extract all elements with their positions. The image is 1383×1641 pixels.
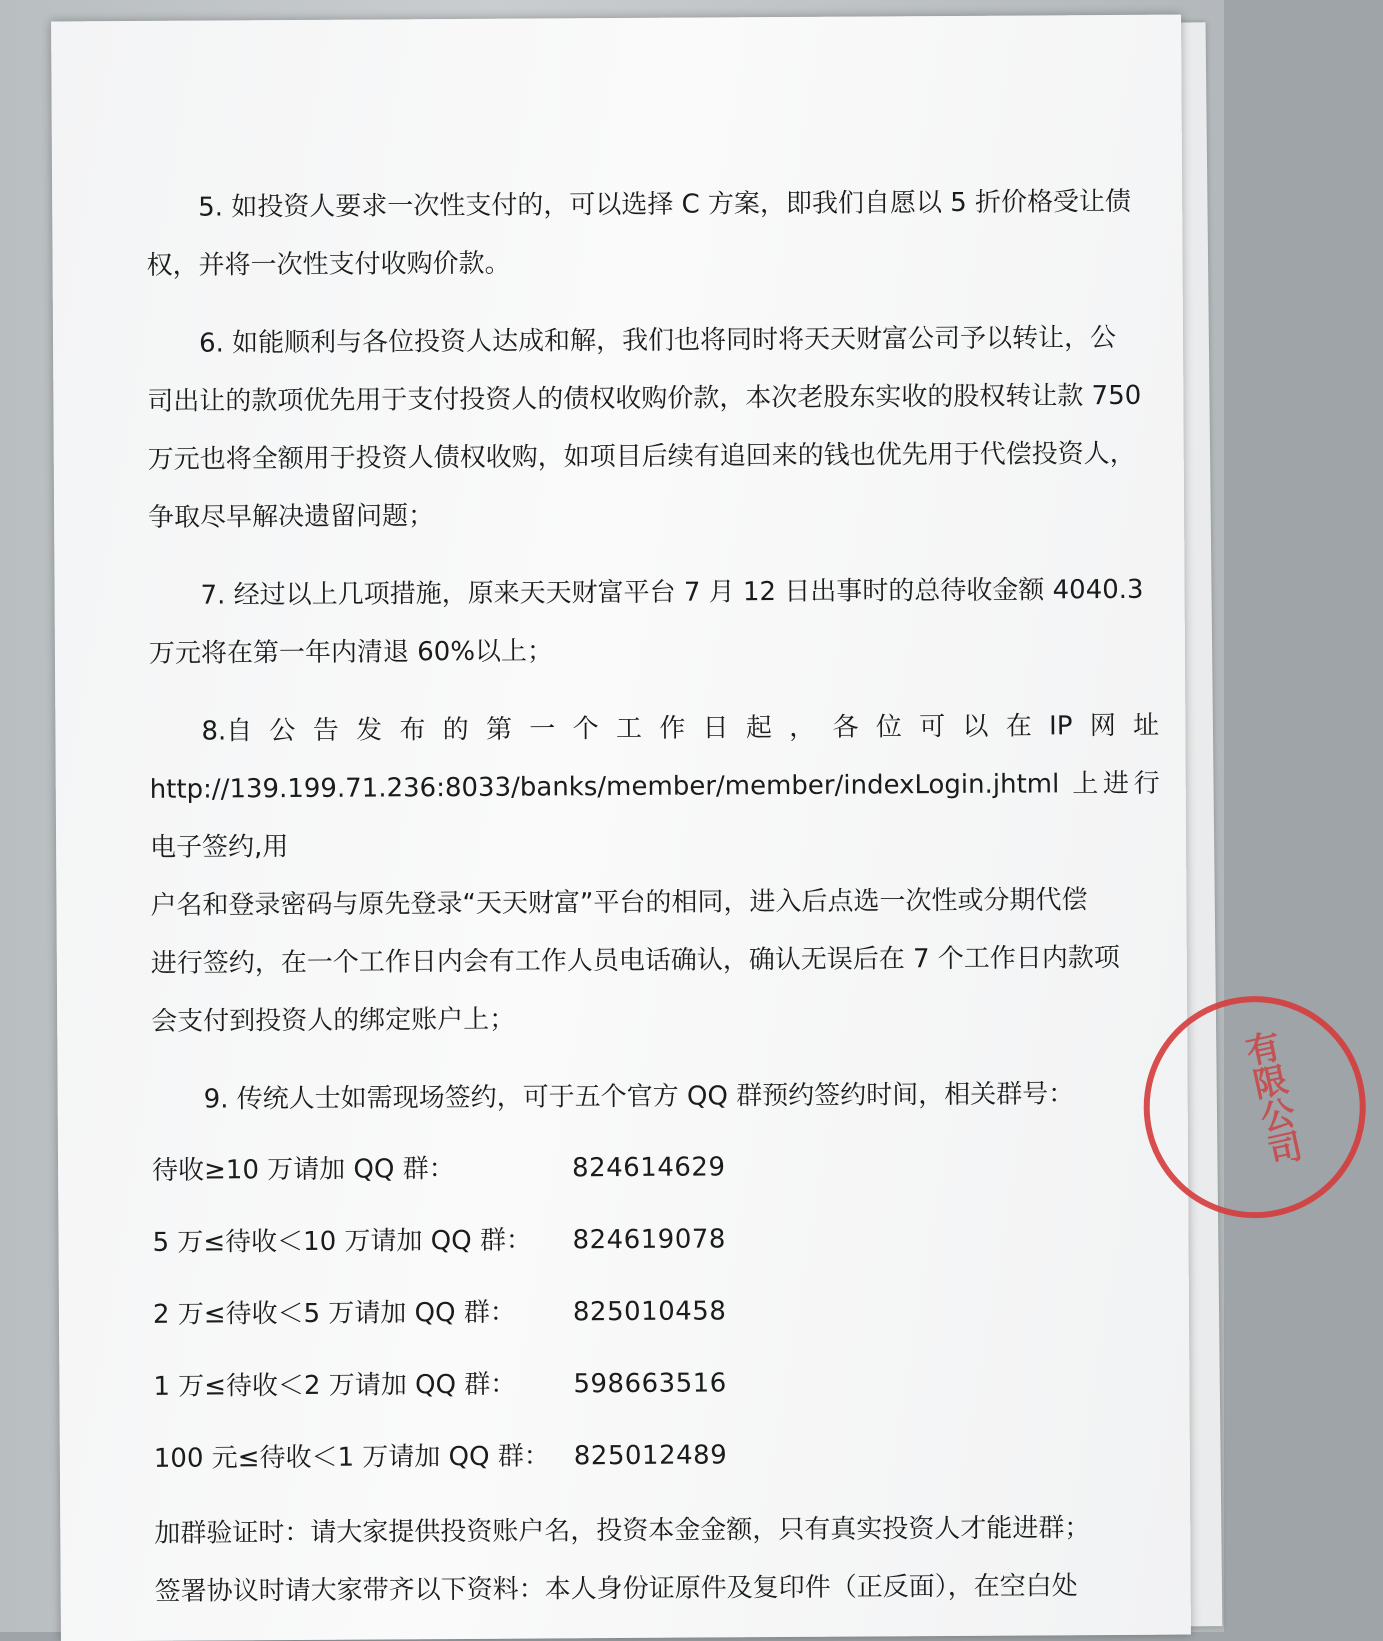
spread-glyph: 公 [269, 715, 296, 747]
spread-glyph: IP [1049, 711, 1073, 742]
qq-group-number: 825010458 [572, 1296, 727, 1328]
spread-glyph: 第 [485, 714, 513, 745]
paragraph-line: 会支付到投资人的绑定账户上； [151, 1004, 516, 1037]
qq-group-label: 待收≥10 万请加 QQ 群： [151, 1154, 455, 1186]
paragraph-7 [148, 561, 1159, 683]
paragraph-line: 万元将在第一年内清退 60%以上； [148, 636, 554, 669]
paragraph-line: 司出让的款项优先用于支付投资人的债权收购价款，本次老股东实收的股权转让款 750 [147, 380, 1142, 417]
closing-line: 加群验证时：请大家提供投资账户名，投资本金金额，只有真实投资人才能进群； [154, 1513, 1091, 1549]
paragraph-line: 进行签约，在一个工作日内会有工作人员电话确认，确认无误后在 7 个工作日内款项 [150, 942, 1120, 979]
spread-glyph: 作 [659, 713, 686, 744]
spread-glyph: 一 [529, 714, 556, 745]
paragraph-line: 6. 如能顺利与各位投资人达成和解，我们也将同时将天天财富公司予以转让，公 [198, 322, 1117, 359]
paragraph-line: 5. 如投资人要求一次性支付的，可以选择 C 方案，即我们自愿以 5 折价格受让债 [198, 186, 1132, 223]
document-body [146, 173, 1165, 1621]
spread-glyph: 位 [875, 712, 902, 743]
spread-glyph: ， [789, 712, 816, 743]
qq-group-row [153, 1345, 1163, 1423]
qq-group-row [153, 1273, 1163, 1351]
qq-group-row [152, 1129, 1162, 1207]
qq-group-row [152, 1201, 1162, 1279]
spread-glyph: 址 [1132, 710, 1160, 741]
paragraph-line: 万元也将全额用于投资人债权收购，如项目后续有追回来的钱也优先用于代偿投资人， [147, 438, 1136, 475]
spread-glyph: 告 [312, 715, 339, 746]
spread-glyph: 个 [572, 714, 599, 745]
spread-glyph: 8.自 [201, 716, 253, 747]
spread-glyph: 起 [745, 713, 773, 744]
qq-group-label: 1 万≤待收＜2 万请加 QQ 群： [153, 1369, 517, 1402]
paragraph-line: 争取尽早解决遗留问题； [148, 501, 435, 533]
paragraph-line: 权，并将一次性支付收购价款。 [146, 248, 511, 281]
qq-group-label: 2 万≤待收＜5 万请加 QQ 群： [152, 1297, 516, 1330]
spread-glyph: 工 [615, 713, 643, 745]
paragraph-9 [151, 1065, 1161, 1129]
qq-group-number: 825012489 [573, 1440, 728, 1472]
paragraph-line: 9. 传统人士如需现场签约，可于五个官方 QQ 群预约签约时间，相关群号： [203, 1079, 1075, 1115]
paragraph-line-spread [149, 697, 1159, 761]
spread-glyph: 的 [442, 714, 469, 746]
qq-group-label: 5 万≤待收＜10 万请加 QQ 群： [152, 1225, 533, 1258]
paragraph-8 [149, 697, 1161, 1051]
spread-glyph: 可 [919, 712, 946, 743]
spread-glyph: 布 [399, 715, 426, 746]
spread-glyph: 在 [1005, 711, 1032, 742]
stamp-text: 有限公司 [1236, 1027, 1305, 1170]
qq-group-list [152, 1129, 1164, 1495]
paragraph-6 [147, 309, 1158, 547]
closing-line: 签署协议时请大家带齐以下资料：本人身份证原件及复印件（正反面），在空白处 [154, 1571, 1078, 1607]
qq-group-number: 824619078 [572, 1224, 726, 1256]
red-seal-stamp [1130, 982, 1380, 1232]
spread-glyph: 各 [832, 712, 859, 743]
qq-group-row [154, 1417, 1164, 1495]
spread-glyph: 网 [1089, 710, 1116, 742]
qq-group-number: 598663516 [573, 1368, 727, 1400]
document-page [51, 15, 1305, 1641]
paragraph-5 [146, 173, 1157, 295]
spread-glyph: 以 [962, 711, 989, 742]
qq-group-number: 824614629 [571, 1152, 726, 1184]
qq-group-label: 100 元≤待收＜1 万请加 QQ 群： [153, 1441, 550, 1474]
paragraph-line: 户名和登录密码与原先登录“天天财富”平台的相同，进入后点选一次性或分期代偿 [150, 885, 1088, 921]
closing-section [154, 1499, 1165, 1621]
paragraph-line: 7. 经过以上几项措施，原来天天财富平台 7 月 12 日出事时的总待收金额 4040.3 [200, 574, 1144, 611]
spread-glyph: 日 [702, 713, 729, 744]
url-line: http://139.199.71.236:8033/banks/member/member/indexLogin.jhtml 上进行电子签约,用 [149, 768, 1160, 863]
spread-glyph: 发 [356, 715, 383, 746]
